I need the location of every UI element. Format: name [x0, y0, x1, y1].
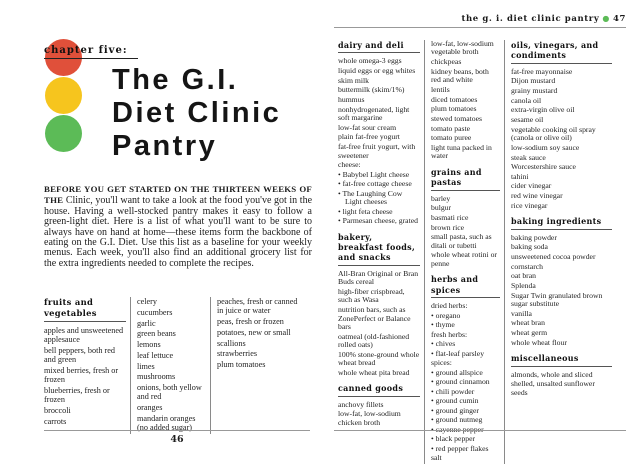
- list-section: [431, 274, 500, 462]
- title-line-3: Pantry: [112, 130, 218, 162]
- list-subitem: • red pepper flakes: [431, 443, 489, 453]
- list-subitem: • ground ginger: [431, 405, 479, 415]
- list-item: fat-free mayonnaise: [511, 66, 573, 76]
- list-item: blueberries, fresh or frozen: [44, 385, 110, 404]
- section-header: baking ingredients: [511, 216, 612, 229]
- list-item: tomato paste: [431, 123, 471, 133]
- list-item: diced tomatoes: [431, 94, 478, 104]
- section-header: fruits and vegetables: [44, 297, 126, 322]
- section-header: oils, vinegars, and condiments: [511, 40, 612, 64]
- list-item: low-fat, low-sodium vegetable broth: [431, 39, 494, 57]
- list-item: lemons: [137, 340, 161, 350]
- list-item: oat bran: [511, 271, 536, 281]
- intro-lead: BEFORE YOU GET STARTED ON THE THIRTEEN WEEKS OF THE: [44, 184, 312, 206]
- list-section: [511, 353, 612, 397]
- column-fruits-vegetables: [44, 297, 130, 434]
- list-item: Worcestershire sauce: [511, 162, 576, 172]
- list-subitem: • oregano: [431, 310, 461, 320]
- running-header-text: the g. i. diet clinic pantry: [461, 14, 600, 24]
- list-item: garlic: [137, 318, 156, 328]
- list-item: 100% stone-ground whole wheat bread: [338, 349, 420, 368]
- list-item: mandarin oranges (no added sugar): [137, 414, 196, 433]
- list-item: high-fiber crispbread, such as Wasa: [338, 287, 405, 305]
- running-header: [334, 13, 626, 24]
- list-item: stewed tomatoes: [431, 113, 483, 123]
- list-subitem: • ground cumin: [431, 396, 479, 406]
- chapter-label: chapter five:: [44, 45, 138, 59]
- list-item: sesame oil: [511, 115, 544, 125]
- list-item: brown rice: [431, 222, 465, 232]
- list-section: [431, 167, 500, 268]
- list-item: mushrooms: [137, 372, 176, 382]
- page-right: [334, 0, 626, 464]
- list-item: oatmeal (old-fashioned rolled oats): [338, 331, 410, 350]
- intro-paragraph: [44, 184, 312, 269]
- list-item: red wine vinegar: [511, 191, 563, 201]
- footer-rule-right: [334, 430, 626, 431]
- list-item: wheat germ: [511, 328, 548, 338]
- list-item: Splenda: [511, 280, 536, 290]
- list-item: green beans: [137, 329, 176, 339]
- list-item: scallions: [217, 338, 246, 348]
- list-item: salt: [431, 453, 442, 463]
- traffic-light-yellow-circle: [45, 77, 82, 114]
- list-subitem: • chili powder: [431, 386, 475, 396]
- list-item: low-fat sour cream: [338, 122, 397, 132]
- list-subitem: • chives: [431, 339, 456, 349]
- column-dairy-bakery-canned: [338, 40, 424, 464]
- list-item: low-sodium soy sauce: [511, 142, 580, 152]
- page-left: [44, 0, 312, 464]
- list-item: vegetable cooking oil spray (canola or olive oil): [511, 124, 596, 143]
- list-item: grainy mustard: [511, 86, 558, 96]
- list-item-group-label: spices:: [431, 358, 452, 368]
- title-line-2: Diet Clinic: [112, 97, 282, 129]
- footer-rule-left: [44, 430, 310, 431]
- column-canned-grains-herbs: [424, 40, 504, 464]
- list-item: apples and unsweetened applesauce: [44, 325, 124, 345]
- list-subitem: • ground allspice: [431, 367, 483, 377]
- list-subitem: • Babybel Light cheese: [338, 169, 410, 179]
- list-item: leaf lettuce: [137, 350, 174, 360]
- list-item: whole wheat pita bread: [338, 367, 410, 377]
- section-header: miscellaneous: [511, 353, 612, 366]
- list-item: bulgur: [431, 203, 452, 213]
- list-item: onions, both yellow and red: [137, 383, 202, 402]
- section-header: herbs and spices: [431, 274, 500, 298]
- pantry-columns-right: [338, 40, 626, 464]
- list-item: whole wheat rotini or penne: [431, 250, 497, 268]
- list-subitem: • ground nutmeg: [431, 415, 483, 425]
- list-item: kidney beans, both red and white: [431, 66, 489, 85]
- list-item: nonhydrogenated, light soft margarine: [338, 104, 410, 123]
- list-item: vanilla: [511, 308, 532, 318]
- list-item: baking soda: [511, 242, 548, 252]
- title-line-1: The G.I.: [112, 64, 239, 96]
- list-item: rice vinegar: [511, 200, 548, 210]
- list-item: oranges: [137, 403, 163, 413]
- chapter-title: [112, 64, 281, 163]
- list-item: tahini: [511, 171, 529, 181]
- list-subitem: • fat-free cottage cheese: [338, 179, 412, 189]
- list-item: cider vinegar: [511, 181, 552, 191]
- list-item: plain fat-free yogurt: [338, 132, 400, 142]
- list-item: celery: [137, 297, 157, 306]
- section-header: grains and pastas: [431, 167, 500, 191]
- list-item: cucumbers: [137, 307, 173, 317]
- list-section: [431, 40, 500, 161]
- list-item: peas, fresh or frozen: [217, 316, 284, 326]
- list-item: whole wheat flour: [511, 337, 567, 347]
- list-item: bell peppers, both red and green: [44, 345, 115, 364]
- list-item: Dijon mustard: [511, 76, 556, 86]
- header-rule: [334, 27, 626, 28]
- list-item: light tuna packed in water: [431, 142, 492, 161]
- list-section: [338, 232, 420, 378]
- list-item: plum tomatoes: [431, 104, 477, 114]
- list-item: limes: [137, 361, 155, 371]
- list-item: skim milk: [338, 75, 369, 85]
- list-section: [217, 297, 302, 369]
- list-subitem: • thyme: [431, 320, 455, 330]
- list-subitem: • light feta cheese: [338, 206, 393, 216]
- list-item: barley: [431, 193, 451, 203]
- section-header: bakery, breakfast foods, and snacks: [338, 232, 420, 266]
- list-item: carrots: [44, 416, 67, 426]
- list-item: lentils: [431, 84, 450, 94]
- list-item: almonds, whole and sliced: [511, 369, 593, 379]
- list-item: nutrition bars, such as ZonePerfect or Balance bars: [338, 305, 411, 332]
- list-item: mixed berries, fresh or frozen: [44, 365, 119, 384]
- list-item: All-Bran Original or Bran Buds cereal: [338, 268, 419, 287]
- list-subitem: • ground cinnamon: [431, 377, 490, 387]
- list-item: low-fat, low-sodium chicken broth: [338, 409, 401, 427]
- list-item: fat-free fruit yogurt, with sweetener: [338, 142, 416, 160]
- traffic-light-green-circle: [45, 115, 82, 152]
- list-item-group-label: cheese:: [338, 160, 361, 170]
- list-item: baking powder: [511, 232, 557, 242]
- list-item: unsweetened cocoa powder: [511, 251, 596, 261]
- list-section: [511, 40, 612, 210]
- list-item-group-label: fresh herbs:: [431, 329, 468, 339]
- green-dot-icon: ●: [602, 13, 610, 23]
- list-item: buttermilk (skim/1%): [338, 85, 405, 95]
- list-item: Sugar Twin granulated brown sugar substitute: [511, 290, 603, 309]
- column-vegetables-continued-2: [210, 297, 306, 434]
- section-header: dairy and deli: [338, 40, 420, 53]
- list-item: liquid eggs or egg whites: [338, 66, 416, 76]
- list-subitem: • flat-leaf parsley: [431, 348, 485, 358]
- list-item: cornstarch: [511, 261, 544, 271]
- list-section: [338, 383, 420, 427]
- list-item: shelled, unsalted sunflower seeds: [511, 379, 595, 397]
- list-item: peaches, fresh or canned in juice or water: [217, 297, 298, 316]
- section-header: canned goods: [338, 383, 420, 396]
- list-item: wheat bran: [511, 318, 545, 328]
- list-item-group-label: dried herbs:: [431, 301, 468, 311]
- page-number-right: 47: [612, 14, 626, 24]
- list-item: plum tomatoes: [217, 360, 266, 370]
- list-section: [511, 216, 612, 347]
- list-subitem: • Parmesan cheese, grated: [338, 216, 418, 226]
- list-item: tomato puree: [431, 133, 472, 143]
- list-subitem: • The Laughing Cow Light cheeses: [338, 188, 403, 207]
- page-number-left: 46: [170, 434, 184, 445]
- list-item: steak sauce: [511, 152, 546, 162]
- list-item: basmati rice: [431, 212, 469, 222]
- column-vegetables-continued: [130, 297, 210, 434]
- intro-text: Clinic, you'll want to take a look at the food you've got in the house. Having a well-stocked pantry makes it easy to follow a green-light diet. Here is a list of what you'll want to be sure to always have on hand at home—these items form the backbone of eating on the G.I. Diet. Use this list as a baseline for your weekly menus. Each week, you'll also find an additional grocery list for the extra ingredients needed to complete the recipes.: [44, 195, 313, 269]
- list-section: [338, 40, 420, 226]
- list-item: small pasta, such as ditali or tubetti: [431, 232, 492, 250]
- list-item: anchovy fillets: [338, 399, 384, 409]
- pantry-columns-left: [44, 297, 312, 434]
- list-section: [137, 297, 206, 432]
- list-item: canola oil: [511, 95, 542, 105]
- list-item: extra-virgin olive oil: [511, 105, 575, 115]
- list-subitem: • cayenne pepper: [431, 424, 484, 434]
- list-item: strawberries: [217, 349, 258, 359]
- list-subitem: • black pepper: [431, 434, 476, 444]
- list-item: hummus: [338, 95, 365, 105]
- list-item: whole omega-3 eggs: [338, 56, 402, 66]
- list-item: chickpeas: [431, 57, 462, 67]
- list-section: [44, 297, 126, 426]
- list-item: broccoli: [44, 405, 71, 415]
- column-oils-baking-misc: [504, 40, 616, 464]
- list-item: potatoes, new or small: [217, 327, 291, 337]
